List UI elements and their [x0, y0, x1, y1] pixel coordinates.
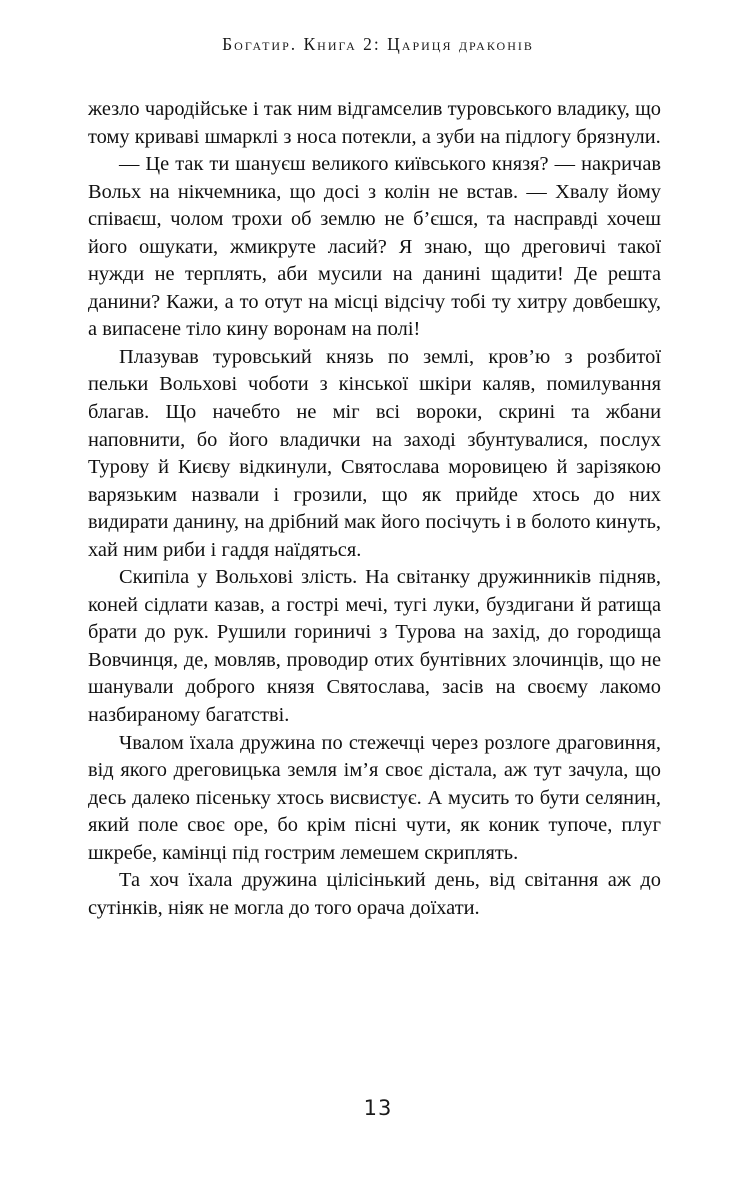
paragraph: жезло чародійське і так ним відгамселив туровського владику, що тому криваві шмарклі з носа потекли, а зуби на підлогу брязнули. — [88, 98, 661, 148]
paragraph: Чвалом їхала дружина по стежечці через розлоге драговиння, від якого дреговицька земля ім’я своє дістала, аж тут зачула, що десь далеко пісеньку хтось висвистує. А мусить то бути селянин, який поле своє оре, бо крім пісні чути, як коник тупоче, плуг шкребе, камінці під гострим лемешем скриплять. — [88, 731, 661, 864]
paragraph: Скипіла у Вольхові злість. На світанку дружинників підняв, коней сідлати казав, а гострі мечі, тугі луки, буздигани й ратища брати до рук. Рушили гориничі з Турова на захід, до городища Вовчинця, де, мовляв, проводир отих бунтівних злочинців, що не шанували доброго князя Святослава, засів на своєму лакомо назбираному багатстві. — [88, 566, 661, 727]
page-number: 13 — [363, 1096, 393, 1120]
paragraph: Плазував туровський князь по землі, кров’ю з розбитої пельки Вольхові чоботи з кінської шкіри каляв, помилування благав. Що начебто не міг всі вороки, скрині та жбани наповнити, бо його владички на заході збунтувалися, послух Турову й Києву відкинули, Святослава моровицею й зарізякою варязьким назвали і грозили, що як прийде хтось до них видирати данину, на дрібний мак його посічуть і в болото кинуть, хай ним риби і гаддя наїдяться. — [88, 345, 661, 561]
running-header: Богатир. Книга 2: Цариця драконів — [222, 34, 534, 54]
body-text-block — [88, 96, 661, 922]
paragraph: — Це так ти шануєш великого київського князя? — накричав Вольх на нікчемника, що досі з колін не встав. — Хвалу йому співаєш, чолом трохи об землю не б’єшся, та насправді хочеш його ошукати, жмикруте ласий? Я знаю, що дреговичі такої нужди не терплять, аби мусили на данині щадити! Де решта данини? Кажи, а то отут на місці відсічу тобі ту хитру довбешку, а випасене тіло кину воронам на полі! — [88, 153, 661, 341]
paragraph: Та хоч їхала дружина цілісінький день, від світання аж до сутінків, ніяк не могла до того орача доїхати. — [88, 869, 661, 919]
